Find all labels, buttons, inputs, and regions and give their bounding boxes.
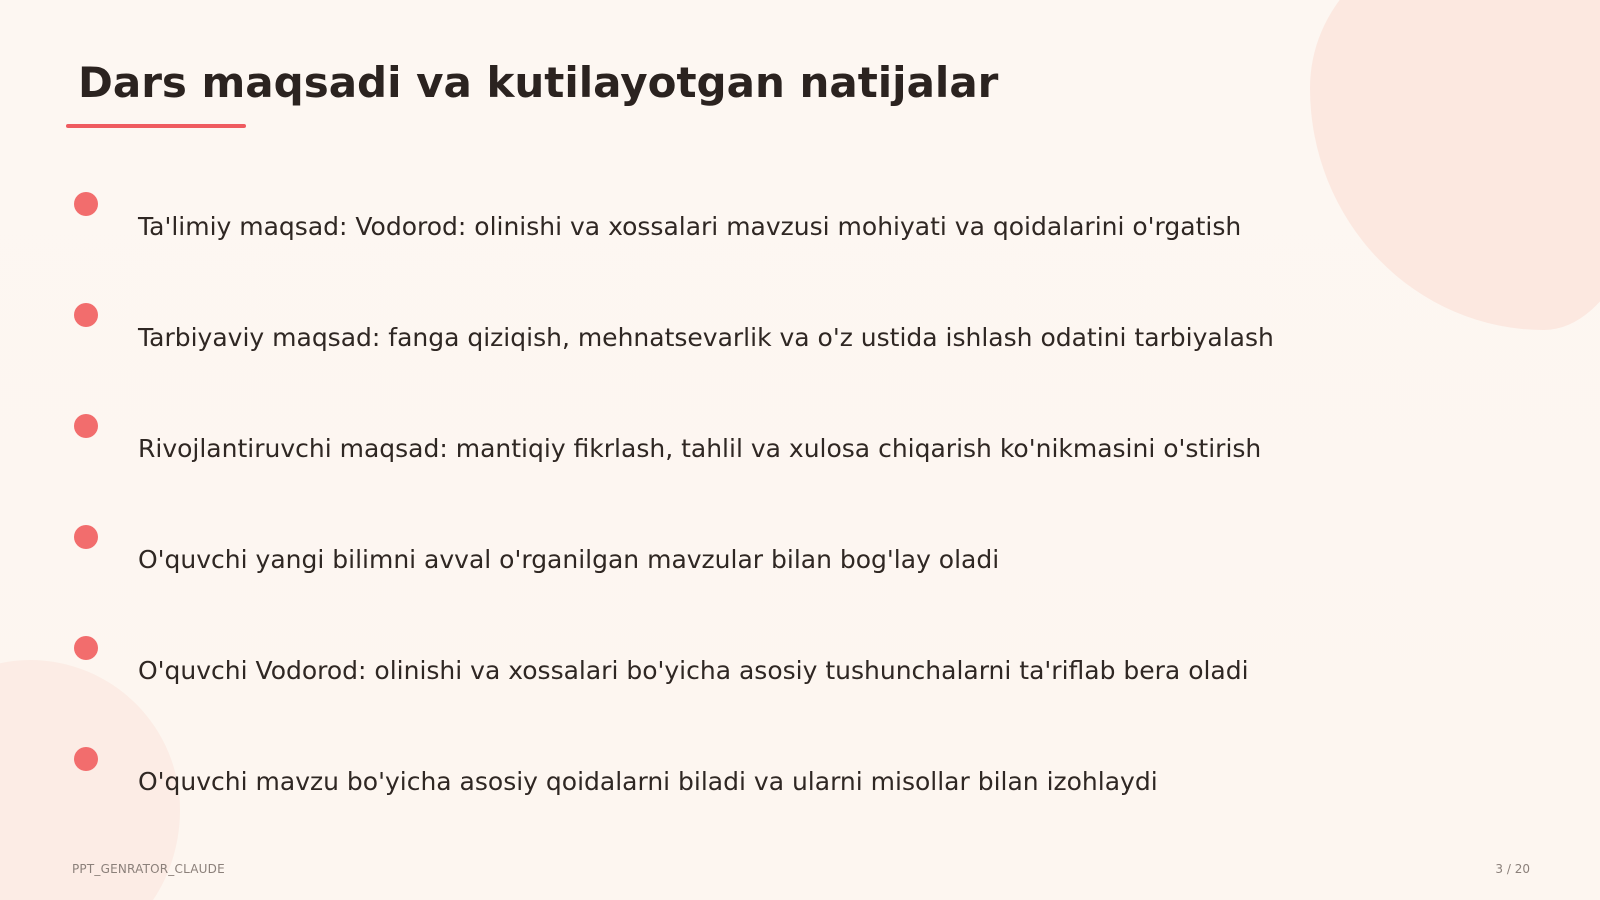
bullet-item — [74, 303, 1374, 383]
bullet-dot-icon — [74, 525, 98, 549]
bullet-item — [74, 414, 1374, 494]
bullet-item — [74, 525, 1374, 605]
bullet-text: O'quvchi yangi bilimni avval o'rganilgan mavzular bilan bog'lay oladi — [138, 545, 1000, 574]
page-indicator: 3 / 20 — [1495, 862, 1530, 876]
bullet-item — [74, 636, 1374, 716]
bullet-dot-icon — [74, 192, 98, 216]
slide-title: Dars maqsadi va kutilayotgan natijalar — [78, 58, 999, 107]
bullet-dot-icon — [74, 636, 98, 660]
bullet-dot-icon — [74, 414, 98, 438]
bullet-text: Rivojlantiruvchi maqsad: mantiqiy fikrlash, tahlil va xulosa chiqarish ko'nikmasini o'stirish — [138, 434, 1262, 463]
bullet-text: Tarbiyaviy maqsad: fanga qiziqish, mehnatsevarlik va o'z ustida ishlash odatini tarbiyalash — [138, 323, 1274, 352]
bullet-dot-icon — [74, 303, 98, 327]
bullet-text: Ta'limiy maqsad: Vodorod: olinishi va xossalari mavzusi mohiyati va qoidalarini o'rgatish — [138, 212, 1242, 241]
bullet-dot-icon — [74, 747, 98, 771]
bullet-item — [74, 192, 1374, 272]
bullet-item — [74, 747, 1374, 827]
footer-source: PPT_GENRATOR_CLAUDE — [72, 862, 225, 876]
bullet-text: O'quvchi Vodorod: olinishi va xossalari bo'yicha asosiy tushunchalarni ta'riflab bera oladi — [138, 656, 1249, 685]
bullet-text: O'quvchi mavzu bo'yicha asosiy qoidalarni biladi va ularni misollar bilan izohlaydi — [138, 767, 1158, 796]
